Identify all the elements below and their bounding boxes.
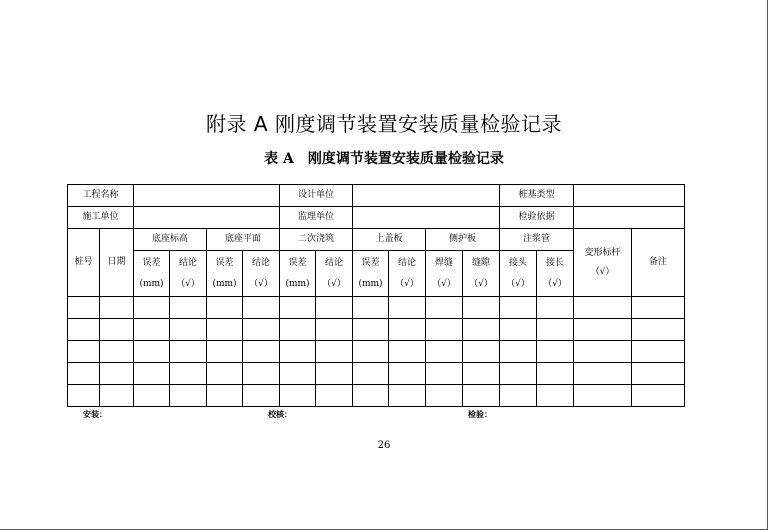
table-cell: [134, 341, 170, 363]
design-unit-value: [353, 185, 500, 207]
group-header-base-elevation: 底座标高: [134, 229, 207, 251]
table-cell: [100, 385, 134, 407]
table-cell: [170, 319, 207, 341]
table-cell: [207, 363, 243, 385]
sub-header-unit: (mm): [139, 278, 164, 289]
sub-header-cell: [207, 251, 243, 297]
table-cell: [574, 297, 632, 319]
table-cell: [426, 297, 463, 319]
table-cell: [463, 319, 500, 341]
table-cell: [389, 363, 426, 385]
sub-header-unit: (mm): [358, 278, 383, 289]
table-cell: [353, 363, 389, 385]
table-cell: [170, 363, 207, 385]
table-cell: [170, 385, 207, 407]
table-cell: [280, 341, 316, 363]
table-caption: 表 A 刚度调节装置安装质量检验记录: [264, 151, 504, 167]
table-cell: [134, 363, 170, 385]
pile-type-value: [574, 185, 685, 207]
table-cell: [316, 385, 353, 407]
installer-signature-label: 安装：: [83, 409, 107, 419]
sub-header-cell: [500, 251, 537, 297]
construction-unit-label: 施工单位: [68, 207, 134, 229]
sub-header-unit: （√）: [176, 278, 200, 289]
table-cell: [632, 341, 685, 363]
table-cell: [463, 297, 500, 319]
deformation-rod-name: 变形标杆: [584, 247, 621, 258]
deformation-rod-header: [574, 229, 632, 297]
table-row: [68, 319, 685, 341]
group-header-secondary-pour: 二次浇筑: [280, 229, 353, 251]
sub-header-unit: （√）: [395, 278, 419, 289]
sub-header-name: 误差: [215, 257, 234, 268]
inspection-basis-value: [574, 207, 685, 229]
sub-header-unit: (mm): [212, 278, 237, 289]
table-cell: [537, 363, 574, 385]
table-cell: [243, 319, 280, 341]
sub-header-cell: [316, 251, 353, 297]
table-row: [68, 297, 685, 319]
table-cell: [632, 385, 685, 407]
table-cell: [134, 297, 170, 319]
table-cell: [463, 363, 500, 385]
table-cell: [68, 297, 100, 319]
sub-header-unit: （√）: [432, 278, 456, 289]
group-header-base-plane: 底座平面: [207, 229, 280, 251]
table-cell: [68, 341, 100, 363]
table-cell: [316, 319, 353, 341]
table-cell: [316, 341, 353, 363]
sub-header-name: 误差: [142, 257, 161, 268]
group-header-side-plate: 侧护板: [426, 229, 500, 251]
table-cell: [426, 319, 463, 341]
table-cell: [574, 385, 632, 407]
sub-header-cell: [537, 251, 574, 297]
table-cell: [389, 385, 426, 407]
table-cell: [632, 319, 685, 341]
sub-header-cell: [243, 251, 280, 297]
sub-header-unit: (mm): [285, 278, 310, 289]
table-cell: [100, 363, 134, 385]
table-cell: [426, 363, 463, 385]
table-cell: [389, 319, 426, 341]
table-cell: [632, 297, 685, 319]
table-cell: [537, 385, 574, 407]
table-cell: [280, 385, 316, 407]
sub-header-unit: （√）: [506, 278, 530, 289]
table-cell: [280, 319, 316, 341]
table-cell: [463, 341, 500, 363]
table-cell: [170, 297, 207, 319]
table-cell: [207, 341, 243, 363]
table-cell: [100, 319, 134, 341]
table-cell: [170, 341, 207, 363]
main-title: 附录 A 刚度调节装置安装质量检验记录: [206, 112, 562, 136]
sub-header-name: 接长: [545, 257, 564, 268]
sub-header-unit: （√）: [322, 278, 346, 289]
remarks-header: 备注: [632, 229, 685, 297]
info-row-2: [68, 207, 685, 229]
sub-header-cell: [426, 251, 463, 297]
design-unit-label: 设计单位: [280, 185, 353, 207]
supervision-unit-label: 监理单位: [280, 207, 353, 229]
table-cell: [426, 385, 463, 407]
table-cell: [537, 297, 574, 319]
table-cell: [100, 341, 134, 363]
table-cell: [632, 363, 685, 385]
table-cell: [243, 341, 280, 363]
table-cell: [500, 385, 537, 407]
table-cell: [574, 341, 632, 363]
sub-header-cell: [389, 251, 426, 297]
table-cell: [537, 319, 574, 341]
supervision-unit-value: [353, 207, 500, 229]
table-cell: [463, 385, 500, 407]
table-cell: [207, 319, 243, 341]
page-number: 26: [377, 440, 391, 451]
table-cell: [500, 319, 537, 341]
inspection-basis-label: 检验依据: [500, 207, 574, 229]
table-cell: [389, 297, 426, 319]
table-cell: [280, 297, 316, 319]
sub-header-name: 结论: [251, 257, 270, 268]
table-row: [68, 363, 685, 385]
sub-header-name: 结论: [397, 257, 416, 268]
table-cell: [426, 341, 463, 363]
inspection-record-table: [67, 184, 685, 407]
table-cell: [389, 341, 426, 363]
table-cell: [207, 385, 243, 407]
sub-header-unit: （√）: [249, 278, 273, 289]
sub-header-cell: [463, 251, 500, 297]
construction-unit-value: [134, 207, 280, 229]
table-cell: [500, 341, 537, 363]
sub-header-name: 误差: [361, 257, 380, 268]
reviewer-signature-label: 校核：: [268, 409, 292, 419]
project-name-value: [134, 185, 280, 207]
sub-header-cell: [353, 251, 389, 297]
table-cell: [353, 341, 389, 363]
date-header: 日期: [100, 229, 134, 297]
table-row: [68, 341, 685, 363]
pile-no-header: 桩号: [68, 229, 100, 297]
table-row: [68, 385, 685, 407]
sub-header-unit: （√）: [469, 278, 493, 289]
table-cell: [243, 363, 280, 385]
sub-header-name: 结论: [178, 257, 197, 268]
table-cell: [316, 363, 353, 385]
table-cell: [537, 341, 574, 363]
table-cell: [316, 297, 353, 319]
table-cell: [134, 319, 170, 341]
sub-header-name: 接头: [508, 257, 527, 268]
table-cell: [100, 297, 134, 319]
table-cell: [280, 363, 316, 385]
sub-header-unit: （√）: [543, 278, 567, 289]
sub-header-name: 缝隙: [471, 257, 490, 268]
table-cell: [353, 385, 389, 407]
project-name-label: 工程名称: [68, 185, 134, 207]
table-cell: [500, 363, 537, 385]
table-cell: [243, 297, 280, 319]
table-cell: [134, 385, 170, 407]
table-cell: [68, 319, 100, 341]
group-header-grout-pipe: 注浆管: [500, 229, 574, 251]
table-cell: [68, 363, 100, 385]
table-cell: [243, 385, 280, 407]
group-header-row: [68, 229, 685, 251]
inspector-signature-label: 检验：: [468, 409, 492, 419]
sub-header-name: 结论: [324, 257, 343, 268]
table-cell: [353, 319, 389, 341]
group-header-top-plate: 上盖板: [353, 229, 426, 251]
sub-header-cell: [134, 251, 170, 297]
table-cell: [207, 297, 243, 319]
table-cell: [500, 297, 537, 319]
table-cell: [353, 297, 389, 319]
info-row-1: [68, 185, 685, 207]
sub-header-cell: [170, 251, 207, 297]
table-cell: [68, 385, 100, 407]
sub-header-name: 焊缝: [434, 257, 453, 268]
sub-header-cell: [280, 251, 316, 297]
table-cell: [574, 363, 632, 385]
sub-header-name: 误差: [288, 257, 307, 268]
deformation-rod-unit: （√）: [590, 266, 615, 277]
pile-type-label: 桩基类型: [500, 185, 574, 207]
table-cell: [574, 319, 632, 341]
